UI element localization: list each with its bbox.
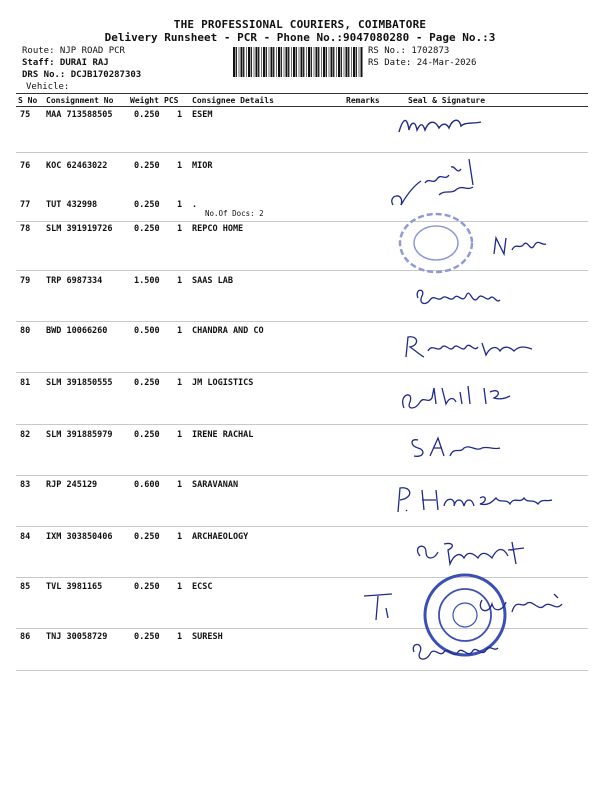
row-sno: 76 — [20, 161, 31, 171]
row-separator — [16, 670, 588, 671]
barcode-bar — [281, 47, 282, 77]
signature-ecsc — [362, 590, 582, 624]
barcode-bar — [284, 47, 285, 77]
row-weight: 0.250 — [134, 224, 160, 234]
barcode-bar — [291, 47, 292, 77]
col-remarks: Remarks — [346, 96, 380, 105]
barcode-bar — [336, 47, 337, 77]
row-pcs: 1 — [177, 582, 183, 592]
row-consignee: SARAVANAN — [192, 480, 239, 490]
row-consignment-no: TUT 432998 — [46, 200, 98, 210]
barcode-bar — [254, 47, 255, 77]
barcode-bar — [321, 47, 322, 77]
row-consignee: CHANDRA AND CO — [192, 326, 264, 336]
row-pcs: 1 — [177, 200, 183, 210]
row-consignee: JM LOGISTICS — [192, 378, 254, 388]
barcode-bar — [346, 47, 348, 77]
row-pcs: 1 — [177, 326, 183, 336]
barcode-bar — [356, 47, 357, 77]
barcode-bar — [269, 47, 270, 77]
runsheet-subtitle: Delivery Runsheet - PCR - Phone No.:9047080280 - Page No.:3 — [104, 31, 496, 44]
barcode-bar — [301, 47, 303, 77]
signature-chandra — [402, 333, 537, 361]
row-pcs: 1 — [177, 161, 183, 171]
row-pcs: 1 — [177, 276, 183, 286]
barcode-bar — [239, 47, 240, 77]
barcode-bar — [333, 47, 334, 77]
row-pcs: 1 — [177, 480, 183, 490]
signature-jm-logistics — [398, 380, 513, 414]
row-pcs: 1 — [177, 224, 183, 234]
row-consignee: . — [192, 200, 198, 210]
row-weight: 0.500 — [134, 326, 160, 336]
barcode-bar — [338, 47, 340, 77]
barcode-bar — [243, 47, 244, 77]
barcode-bar — [271, 47, 273, 77]
barcode-bar — [248, 47, 250, 77]
route-line: Route: NJP ROAD PCR — [22, 46, 125, 56]
barcode-bar — [359, 47, 360, 77]
row-consignment-no: KOC 62463022 — [46, 161, 108, 171]
barcode-bar — [344, 47, 345, 77]
row-sno: 80 — [20, 326, 31, 336]
barcode-bar — [261, 47, 262, 77]
row-weight: 0.250 — [134, 161, 160, 171]
row-consignee: ESEM — [192, 110, 213, 120]
signature-repco — [490, 232, 550, 260]
barcode-bar — [276, 47, 277, 77]
barcode-bar — [241, 47, 243, 77]
barcode-bar — [266, 47, 267, 77]
row-pcs: 1 — [177, 532, 183, 542]
signature-mior — [385, 155, 495, 215]
barcode-bar — [316, 47, 318, 77]
signature-saas — [412, 282, 512, 310]
barcode-bar — [251, 47, 252, 77]
barcode-bar — [233, 47, 235, 77]
row-weight: 0.600 — [134, 480, 160, 490]
signature-irene — [408, 434, 503, 460]
barcode-bar — [278, 47, 280, 77]
barcode-bar — [308, 47, 310, 77]
row-consignee: MIOR — [192, 161, 213, 171]
row-pcs: 1 — [177, 632, 183, 642]
barcode-bar — [299, 47, 300, 77]
barcode-bar — [246, 47, 247, 77]
repco-stamp-image — [398, 212, 478, 274]
row-sno: 86 — [20, 632, 31, 642]
signature-esem — [395, 112, 485, 142]
barcode-bar — [348, 47, 349, 77]
row-separator — [16, 270, 588, 271]
row-consignment-no: TRP 6987334 — [46, 276, 103, 286]
col-seal-signature: Seal & Signature — [408, 96, 486, 105]
company-title: THE PROFESSIONAL COURIERS, COIMBATORE — [173, 18, 427, 31]
row-separator — [16, 424, 588, 425]
barcode-bar — [341, 47, 342, 77]
barcode-bar — [263, 47, 265, 77]
barcode-bar — [236, 47, 237, 77]
col-consignee: Consignee Details — [192, 96, 274, 105]
barcode-bar — [258, 47, 259, 77]
row-weight: 0.250 — [134, 532, 160, 542]
row-weight: 1.500 — [134, 276, 160, 286]
row-docs-note: No.Of Docs: 2 — [205, 209, 264, 218]
row-consignment-no: RJP 245129 — [46, 480, 98, 490]
barcode-bar — [296, 47, 297, 77]
row-separator — [16, 221, 588, 222]
row-weight: 0.250 — [134, 200, 160, 210]
row-consignment-no: MAA 713588505 — [46, 110, 113, 120]
barcode-bar — [293, 47, 295, 77]
signature-archaeology — [412, 536, 532, 568]
barcode-bar — [273, 47, 274, 77]
row-consignee: ECSC — [192, 582, 213, 592]
row-sno: 78 — [20, 224, 31, 234]
barcode-bar — [329, 47, 330, 77]
barcode-bar — [256, 47, 258, 77]
barcode-bar — [314, 47, 315, 77]
barcode-bar — [361, 47, 363, 77]
row-consignee: SAAS LAB — [192, 276, 233, 286]
row-consignment-no: BWD 10066260 — [46, 326, 108, 336]
row-consignee: SURESH — [192, 632, 223, 642]
row-weight: 0.250 — [134, 582, 160, 592]
row-consignment-no: IXM 303850406 — [46, 532, 113, 542]
row-pcs: 1 — [177, 110, 183, 120]
staff-line: Staff: DURAI RAJ — [22, 58, 109, 68]
barcode-bar — [306, 47, 307, 77]
row-pcs: 1 — [177, 430, 183, 440]
col-pcs: PCS — [164, 96, 179, 105]
row-consignment-no: TVL 3981165 — [46, 582, 103, 592]
row-consignee: ARCHAEOLOGY — [192, 532, 249, 542]
signature-saravanan — [392, 484, 562, 516]
row-sno: 84 — [20, 532, 31, 542]
barcode-bar — [331, 47, 333, 77]
row-sno: 77 — [20, 200, 31, 210]
drs-line: DRS No.: DCJB170287303 — [22, 70, 142, 80]
rs-number: RS No.: 1702873 — [368, 46, 450, 56]
row-sno: 81 — [20, 378, 31, 388]
row-separator — [16, 475, 588, 476]
signature-suresh — [408, 638, 503, 666]
col-weight: Weight — [130, 96, 159, 105]
col-consignment: Consignment No — [46, 96, 114, 105]
row-sno: 79 — [20, 276, 31, 286]
row-separator — [16, 152, 588, 153]
barcode-bar — [311, 47, 312, 77]
row-consignment-no: SLM 391885979 — [46, 430, 113, 440]
row-weight: 0.250 — [134, 110, 160, 120]
row-pcs: 1 — [177, 378, 183, 388]
row-consignee: REPCO HOME — [192, 224, 244, 234]
row-consignment-no: TNJ 30058729 — [46, 632, 108, 642]
row-weight: 0.250 — [134, 378, 160, 388]
row-consignee: IRENE RACHAL — [192, 430, 254, 440]
barcode-bar — [326, 47, 327, 77]
vehicle-line: Vehicle: — [26, 82, 70, 92]
barcode-bar — [353, 47, 355, 77]
barcode-bar — [318, 47, 319, 77]
row-separator — [16, 526, 588, 527]
row-separator — [16, 372, 588, 373]
row-sno: 82 — [20, 430, 31, 440]
rs-date: RS Date: 24-Mar-2026 — [368, 58, 477, 68]
row-weight: 0.250 — [134, 632, 160, 642]
barcode-bar — [288, 47, 289, 77]
row-consignment-no: SLM 391919726 — [46, 224, 113, 234]
row-separator — [16, 321, 588, 322]
barcode-bar — [351, 47, 352, 77]
row-sno: 83 — [20, 480, 31, 490]
barcode-image — [233, 47, 363, 77]
header-bottom-rule — [16, 106, 588, 107]
header-top-rule — [16, 93, 588, 94]
row-weight: 0.250 — [134, 430, 160, 440]
col-sno: S No — [18, 96, 38, 105]
row-consignment-no: SLM 391850555 — [46, 378, 113, 388]
row-sno: 75 — [20, 110, 31, 120]
row-sno: 85 — [20, 582, 31, 592]
barcode-bar — [286, 47, 288, 77]
barcode-bar — [323, 47, 325, 77]
barcode-bar — [303, 47, 304, 77]
